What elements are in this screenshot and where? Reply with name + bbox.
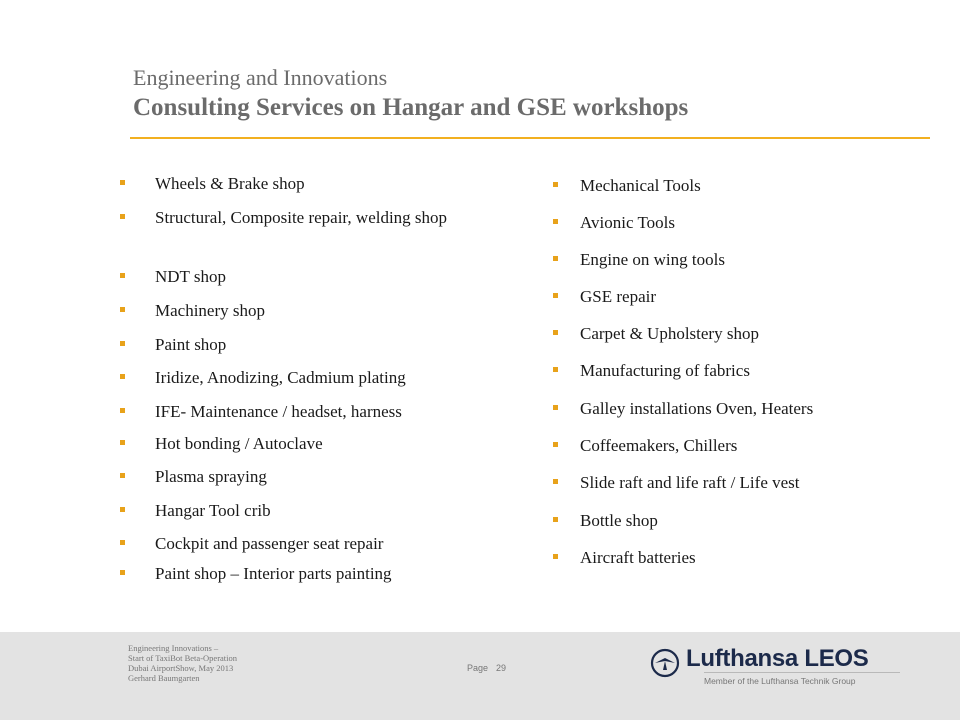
bullet-icon [553, 256, 558, 261]
page-number: 29 [496, 663, 507, 673]
page-label: Page [467, 663, 489, 673]
footer-meta [128, 643, 328, 683]
list-item: Galley installations Oven, Heaters [552, 398, 940, 420]
bullet-icon [120, 341, 125, 346]
list-item: Hot bonding / Autoclave [118, 433, 515, 455]
footer-meta-line: Gerhard Baumgarten [128, 673, 200, 683]
title-block [133, 64, 913, 124]
list-item: Structural, Composite repair, welding shop [118, 207, 515, 229]
bullet-icon [120, 408, 125, 413]
list-item: Manufacturing of fabrics [552, 360, 940, 382]
list-item: Bottle shop [552, 510, 940, 532]
bullet-icon [120, 180, 125, 185]
crane-logo-icon [648, 648, 682, 678]
bullet-icon [553, 293, 558, 298]
list-item: Iridize, Anodizing, Cadmium plating [118, 367, 515, 389]
list-item: Coffeemakers, Chillers [552, 435, 940, 457]
bullet-icon [553, 517, 558, 522]
list-item: Slide raft and life raft / Life vest [552, 472, 940, 494]
slide-title: Engineering and Innovations [133, 65, 388, 90]
footer-meta-line: Engineering Innovations – [128, 643, 219, 653]
footer-meta-line: Dubai AirportShow, May 2013 [128, 663, 234, 673]
bullet-icon [120, 440, 125, 445]
list-item: Paint shop [118, 334, 515, 356]
list-item: Cockpit and passenger seat repair [118, 533, 515, 555]
list-item: Hangar Tool crib [118, 500, 515, 522]
bullet-icon [553, 182, 558, 187]
list-item: Mechanical Tools [552, 175, 940, 197]
list-item: Wheels & Brake shop [118, 173, 515, 195]
bullet-icon [120, 214, 125, 219]
list-item: Carpet & Upholstery shop [552, 323, 940, 345]
bullet-icon [120, 540, 125, 545]
list-item: NDT shop [118, 266, 515, 288]
bullet-icon [120, 507, 125, 512]
bullet-icon [553, 479, 558, 484]
list-item: Machinery shop [118, 300, 515, 322]
footer-bar [0, 632, 960, 720]
bullet-icon [553, 442, 558, 447]
title-divider [130, 137, 930, 139]
list-item: Aircraft batteries [552, 547, 940, 569]
bullet-icon [120, 307, 125, 312]
bullet-icon [553, 367, 558, 372]
bullet-icon [120, 374, 125, 379]
bullet-icon [553, 405, 558, 410]
list-item: GSE repair [552, 286, 940, 308]
bullet-icon [120, 570, 125, 575]
list-item: IFE- Maintenance / headset, harness [118, 401, 515, 423]
member-text: Member of the Lufthansa Technik Group [704, 676, 856, 686]
member-divider [704, 672, 900, 673]
bullet-icon [553, 554, 558, 559]
page-indicator [467, 663, 514, 673]
footer-meta-line: Start of TaxiBot Beta-Operation [128, 653, 238, 663]
list-item: Avionic Tools [552, 212, 940, 234]
bullet-icon [553, 330, 558, 335]
bullet-icon [120, 473, 125, 478]
list-item: Plasma spraying [118, 466, 515, 488]
list-item: Engine on wing tools [552, 249, 940, 271]
slide-subtitle: Consulting Services on Hangar and GSE workshops [133, 94, 689, 121]
bullet-icon [120, 273, 125, 278]
logo-text: Lufthansa LEOS [686, 645, 869, 672]
bullet-icon [553, 219, 558, 224]
list-item: Paint shop – Interior parts painting [118, 563, 515, 585]
